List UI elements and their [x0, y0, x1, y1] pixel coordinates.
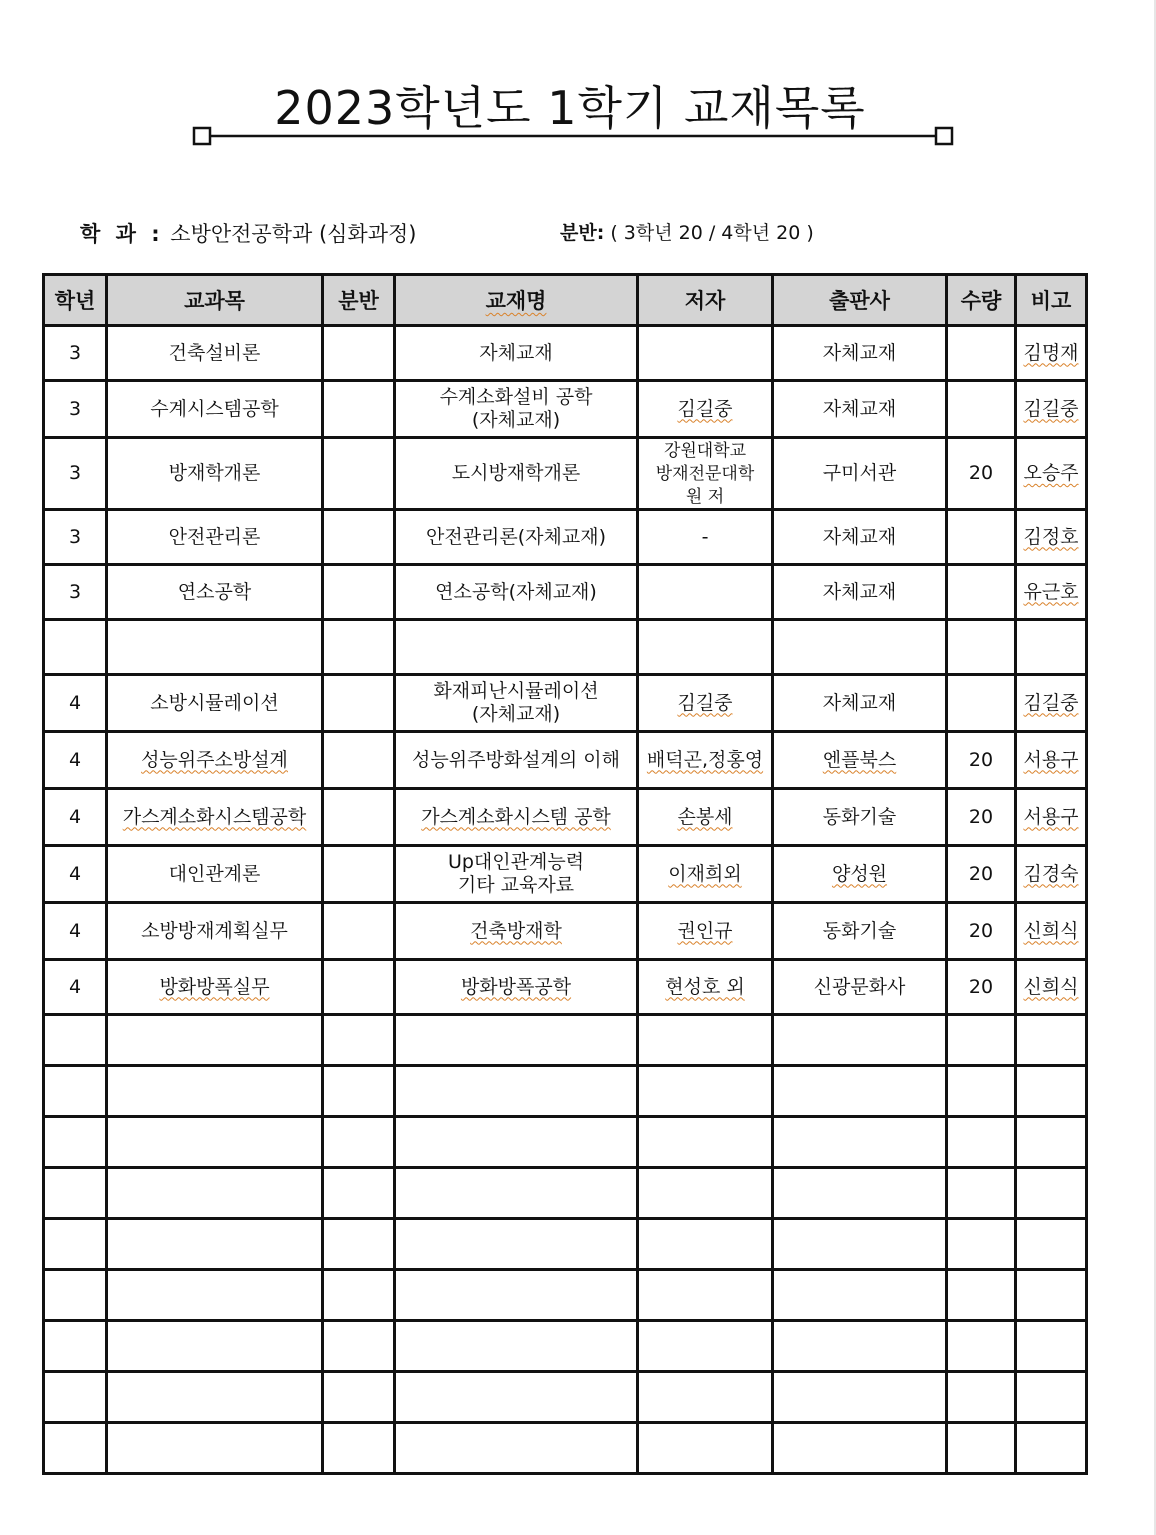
cell-textbook-text: 도시방재학개론 [451, 462, 581, 484]
col-header-author: 저자 [638, 275, 773, 326]
cell-qty [947, 381, 1016, 438]
cell-section [323, 1015, 395, 1066]
cell-qty [947, 1423, 1016, 1474]
table-row [44, 326, 1087, 381]
cell-subject-text: 소방시뮬레이션 [150, 691, 279, 714]
cell-qty [947, 1066, 1016, 1117]
cell-subject [107, 510, 323, 565]
table-row [44, 438, 1087, 510]
cell-author [638, 1423, 773, 1474]
cell-subject [107, 732, 323, 789]
cell-subject [107, 1219, 323, 1270]
cell-textbook [395, 510, 638, 565]
cell-grade [44, 903, 107, 960]
cell-subject-text: 연소공학 [177, 580, 252, 603]
cell-section [323, 565, 395, 620]
cell-author [638, 620, 773, 675]
cell-publisher-text: 엔플북스 [822, 748, 897, 771]
table-row [44, 620, 1087, 675]
cell-section [323, 326, 395, 381]
table-row-empty [44, 1168, 1087, 1219]
cell-qty-text: 20 [968, 919, 994, 942]
cell-note-text: 유근호 [1023, 580, 1079, 603]
cell-author [638, 1168, 773, 1219]
table-row-empty [44, 1066, 1087, 1117]
table-row [44, 903, 1087, 960]
cell-textbook [395, 438, 638, 510]
cell-publisher [773, 1066, 947, 1117]
cell-textbook [395, 1423, 638, 1474]
cell-section [323, 510, 395, 565]
cell-note [1016, 1219, 1087, 1270]
cell-textbook-text: 방화방폭공학 [460, 975, 572, 998]
cell-grade-text: 4 [68, 919, 82, 942]
cell-publisher [773, 381, 947, 438]
table-row [44, 789, 1087, 846]
cell-note [1016, 732, 1087, 789]
cell-section [323, 1423, 395, 1474]
cell-qty [947, 1270, 1016, 1321]
cell-note [1016, 960, 1087, 1015]
cell-textbook [395, 620, 638, 675]
cell-note [1016, 903, 1087, 960]
cell-qty [947, 1015, 1016, 1066]
cell-grade [44, 1066, 107, 1117]
table-row [44, 675, 1087, 732]
cell-author [638, 1066, 773, 1117]
col-header-textbook [395, 275, 638, 326]
cell-qty [947, 620, 1016, 675]
table-row-empty [44, 1117, 1087, 1168]
cell-section [323, 438, 395, 510]
textbook-table [42, 273, 1088, 1475]
cell-publisher [773, 1372, 947, 1423]
cell-grade [44, 1423, 107, 1474]
col-header-note: 비고 [1016, 275, 1087, 326]
cell-textbook [395, 960, 638, 1015]
table-row-empty [44, 1270, 1087, 1321]
cell-textbook [395, 326, 638, 381]
cell-textbook-text: 화재피난시뮬레이션 (자체교재) [433, 680, 599, 725]
cell-subject [107, 381, 323, 438]
cell-qty [947, 732, 1016, 789]
cell-author [638, 1321, 773, 1372]
cell-subject-text: 수계시스템공학 [150, 397, 279, 420]
cell-author-text: 손봉세 [677, 805, 733, 828]
cell-author [638, 732, 773, 789]
cell-author [638, 1372, 773, 1423]
cell-textbook [395, 565, 638, 620]
col-header-grade: 학년 [44, 275, 107, 326]
cell-grade [44, 960, 107, 1015]
cell-textbook [395, 789, 638, 846]
cell-qty [947, 903, 1016, 960]
table-row [44, 510, 1087, 565]
cell-note-text: 김정호 [1023, 525, 1079, 548]
cell-qty [947, 1219, 1016, 1270]
cell-section [323, 1270, 395, 1321]
page-title: 2023학년도 1학기 교재목록 [274, 81, 866, 135]
cell-subject-text: 가스계소화시스템공학 [122, 805, 307, 828]
section-info [560, 218, 814, 245]
cell-publisher-text: 구미서관 [822, 462, 897, 484]
cell-grade [44, 510, 107, 565]
cell-note [1016, 620, 1087, 675]
cell-author-text: 김길중 [677, 691, 733, 714]
cell-note [1016, 1066, 1087, 1117]
cell-grade-text: 4 [68, 862, 82, 885]
cell-publisher-text: 자체교재 [822, 580, 897, 603]
cell-textbook [395, 846, 638, 903]
cell-subject [107, 675, 323, 732]
table-row-empty [44, 1423, 1087, 1474]
cell-section [323, 1219, 395, 1270]
cell-textbook [395, 732, 638, 789]
cell-publisher [773, 1270, 947, 1321]
department-label: 학 과 : [80, 222, 164, 246]
cell-qty-text: 20 [968, 748, 994, 771]
cell-grade [44, 675, 107, 732]
cell-author [638, 326, 773, 381]
cell-publisher [773, 903, 947, 960]
cell-publisher [773, 510, 947, 565]
cell-textbook [395, 1066, 638, 1117]
cell-author [638, 381, 773, 438]
col-header-textbook-label: 교재명 [485, 289, 547, 313]
cell-qty-text: 20 [968, 862, 994, 885]
table-row [44, 960, 1087, 1015]
cell-publisher [773, 438, 947, 510]
cell-textbook [395, 381, 638, 438]
cell-section [323, 789, 395, 846]
cell-textbook [395, 1270, 638, 1321]
table-row [44, 381, 1087, 438]
table-row [44, 732, 1087, 789]
cell-textbook-text: 건축방재학 [470, 919, 562, 942]
cell-qty [947, 789, 1016, 846]
cell-textbook [395, 1219, 638, 1270]
cell-note [1016, 1372, 1087, 1423]
cell-qty [947, 960, 1016, 1015]
cell-grade-text: 3 [68, 462, 82, 484]
cell-section [323, 1321, 395, 1372]
cell-section [323, 675, 395, 732]
cell-note-text: 오승주 [1023, 462, 1079, 484]
cell-subject [107, 565, 323, 620]
cell-note-text: 김경숙 [1023, 862, 1079, 885]
cell-subject [107, 1066, 323, 1117]
cell-subject-text: 방화방폭실무 [159, 975, 270, 998]
cell-publisher-text: 자체교재 [822, 397, 897, 420]
table-row-empty [44, 1321, 1087, 1372]
cell-note [1016, 510, 1087, 565]
cell-grade [44, 732, 107, 789]
cell-grade-text: 3 [68, 397, 82, 420]
cell-qty [947, 565, 1016, 620]
cell-author-text: 이재희외 [668, 862, 742, 885]
cell-section [323, 1372, 395, 1423]
table-body [44, 326, 1087, 1474]
cell-publisher [773, 732, 947, 789]
cell-qty [947, 1321, 1016, 1372]
cell-grade [44, 1168, 107, 1219]
cell-grade [44, 789, 107, 846]
cell-textbook [395, 903, 638, 960]
cell-subject [107, 1423, 323, 1474]
cell-publisher-text: 신광문화사 [813, 975, 906, 998]
cell-grade [44, 1015, 107, 1066]
cell-note [1016, 1015, 1087, 1066]
cell-textbook-text: 성능위주방화설계의 이해 [412, 748, 620, 771]
cell-author [638, 675, 773, 732]
cell-publisher [773, 1219, 947, 1270]
cell-publisher [773, 846, 947, 903]
title-underline [192, 126, 954, 146]
cell-publisher [773, 1321, 947, 1372]
cell-grade-text: 4 [68, 805, 82, 828]
cell-textbook-text: 자체교재 [479, 341, 553, 364]
cell-note [1016, 565, 1087, 620]
cell-qty [947, 846, 1016, 903]
cell-subject [107, 846, 323, 903]
cell-note [1016, 381, 1087, 438]
cell-grade-text: 3 [68, 341, 82, 364]
cell-textbook-text: 가스계소화시스템 공학 [421, 805, 611, 828]
cell-qty [947, 675, 1016, 732]
cell-author [638, 1270, 773, 1321]
cell-author [638, 565, 773, 620]
cell-author-text: 강원대학교 방재전문대학 원 저 [655, 441, 755, 507]
cell-note-text: 김길중 [1023, 691, 1079, 714]
cell-qty [947, 438, 1016, 510]
cell-author [638, 1117, 773, 1168]
cell-section [323, 903, 395, 960]
cell-subject [107, 903, 323, 960]
cell-grade [44, 1321, 107, 1372]
cell-qty-text: 20 [968, 975, 994, 998]
col-header-section: 분반 [323, 275, 395, 326]
section-label: 분반: [560, 222, 605, 244]
cell-note [1016, 326, 1087, 381]
cell-textbook-text: 안전관리론(자체교재) [425, 525, 606, 548]
col-header-subject: 교과목 [107, 275, 323, 326]
cell-publisher [773, 1423, 947, 1474]
cell-section [323, 1117, 395, 1168]
cell-author [638, 510, 773, 565]
cell-grade-text: 3 [68, 525, 82, 548]
table-row-empty [44, 1219, 1087, 1270]
cell-section [323, 846, 395, 903]
cell-publisher [773, 1168, 947, 1219]
cell-section [323, 381, 395, 438]
cell-author [638, 1219, 773, 1270]
cell-textbook-text: 수계소화설비 공학 (자체교재) [439, 386, 593, 431]
cell-publisher [773, 565, 947, 620]
cell-qty-text: 20 [968, 462, 994, 484]
cell-qty [947, 1372, 1016, 1423]
cell-grade-text: 4 [68, 748, 82, 771]
cell-note-text: 서용구 [1023, 805, 1079, 828]
cell-subject [107, 438, 323, 510]
cell-note [1016, 675, 1087, 732]
cell-grade-text: 3 [68, 580, 82, 603]
cell-textbook [395, 1117, 638, 1168]
cell-author [638, 960, 773, 1015]
cell-publisher [773, 675, 947, 732]
cell-author-text: 김길중 [677, 397, 733, 420]
cell-publisher [773, 1015, 947, 1066]
cell-qty [947, 326, 1016, 381]
cell-note [1016, 846, 1087, 903]
cell-textbook [395, 675, 638, 732]
cell-textbook [395, 1321, 638, 1372]
cell-subject-text: 안전관리론 [168, 525, 261, 548]
cell-subject [107, 326, 323, 381]
cell-publisher [773, 620, 947, 675]
cell-author [638, 846, 773, 903]
cell-note-text: 서용구 [1023, 748, 1079, 771]
cell-subject [107, 1015, 323, 1066]
cell-author-text: - [701, 525, 709, 548]
cell-author [638, 1015, 773, 1066]
cell-qty [947, 1117, 1016, 1168]
cell-publisher [773, 960, 947, 1015]
cell-author [638, 903, 773, 960]
cell-section [323, 960, 395, 1015]
cell-note [1016, 1117, 1087, 1168]
cell-qty [947, 510, 1016, 565]
cell-subject [107, 789, 323, 846]
table-row [44, 565, 1087, 620]
cell-subject-text: 건축설비론 [168, 341, 261, 364]
cell-grade [44, 846, 107, 903]
cell-publisher-text: 자체교재 [822, 341, 897, 364]
cell-grade [44, 1219, 107, 1270]
cell-note [1016, 1321, 1087, 1372]
table-row [44, 846, 1087, 903]
department-value: 소방안전공학과 (심화과정) [170, 222, 417, 246]
cell-subject [107, 1168, 323, 1219]
cell-grade [44, 1117, 107, 1168]
col-header-qty: 수량 [947, 275, 1016, 326]
cell-note-text: 김길중 [1023, 397, 1079, 420]
cell-textbook-text: Up대인관계능력 기타 교육자료 [447, 851, 585, 896]
cell-subject [107, 1372, 323, 1423]
cell-note-text: 김명재 [1023, 341, 1079, 364]
cell-publisher-text: 자체교재 [822, 525, 897, 548]
cell-textbook [395, 1168, 638, 1219]
cell-subject-text: 소방방재계획실무 [141, 919, 288, 942]
cell-author [638, 789, 773, 846]
cell-section [323, 1168, 395, 1219]
cell-grade [44, 1372, 107, 1423]
cell-publisher [773, 326, 947, 381]
cell-author [638, 438, 773, 510]
cell-note [1016, 1168, 1087, 1219]
cell-grade [44, 326, 107, 381]
cell-note-text: 신희식 [1023, 975, 1079, 998]
cell-note-text: 신희식 [1023, 919, 1079, 942]
cell-grade [44, 381, 107, 438]
cell-grade [44, 438, 107, 510]
cell-publisher [773, 789, 947, 846]
cell-publisher [773, 1117, 947, 1168]
cell-note [1016, 1270, 1087, 1321]
cell-subject-text: 대인관계론 [168, 862, 261, 885]
cell-subject [107, 960, 323, 1015]
cell-textbook [395, 1015, 638, 1066]
cell-qty [947, 1168, 1016, 1219]
cell-subject [107, 1321, 323, 1372]
cell-subject [107, 1117, 323, 1168]
cell-qty-text: 20 [968, 805, 994, 828]
table-row-empty [44, 1015, 1087, 1066]
cell-section [323, 1066, 395, 1117]
col-header-publisher: 출판사 [773, 275, 947, 326]
table-row-empty [44, 1372, 1087, 1423]
cell-grade [44, 1270, 107, 1321]
cell-publisher-text: 양성원 [831, 862, 888, 885]
cell-note [1016, 1423, 1087, 1474]
cell-author-text: 권인규 [677, 919, 733, 942]
cell-grade [44, 565, 107, 620]
cell-note [1016, 438, 1087, 510]
cell-textbook [395, 1372, 638, 1423]
cell-author-text: 현성호 외 [665, 975, 745, 998]
department-info [80, 218, 417, 248]
cell-subject-text: 방재학개론 [168, 462, 261, 484]
cell-subject [107, 1270, 323, 1321]
cell-grade-text: 4 [68, 975, 82, 998]
section-value: ( 3학년 20 / 4학년 20 ) [610, 222, 814, 244]
cell-publisher-text: 동화기술 [822, 805, 897, 828]
cell-subject [107, 620, 323, 675]
cell-textbook-text: 연소공학(자체교재) [435, 580, 597, 603]
cell-publisher-text: 자체교재 [822, 691, 897, 714]
cell-publisher-text: 동화기술 [822, 919, 897, 942]
cell-section [323, 620, 395, 675]
cell-subject-text: 성능위주소방설계 [141, 748, 288, 771]
cell-section [323, 732, 395, 789]
cell-note [1016, 789, 1087, 846]
table-header-row [44, 275, 1087, 326]
cell-grade [44, 620, 107, 675]
cell-author-text: 배덕곤,정홍영 [646, 748, 764, 771]
cell-grade-text: 4 [68, 691, 82, 714]
